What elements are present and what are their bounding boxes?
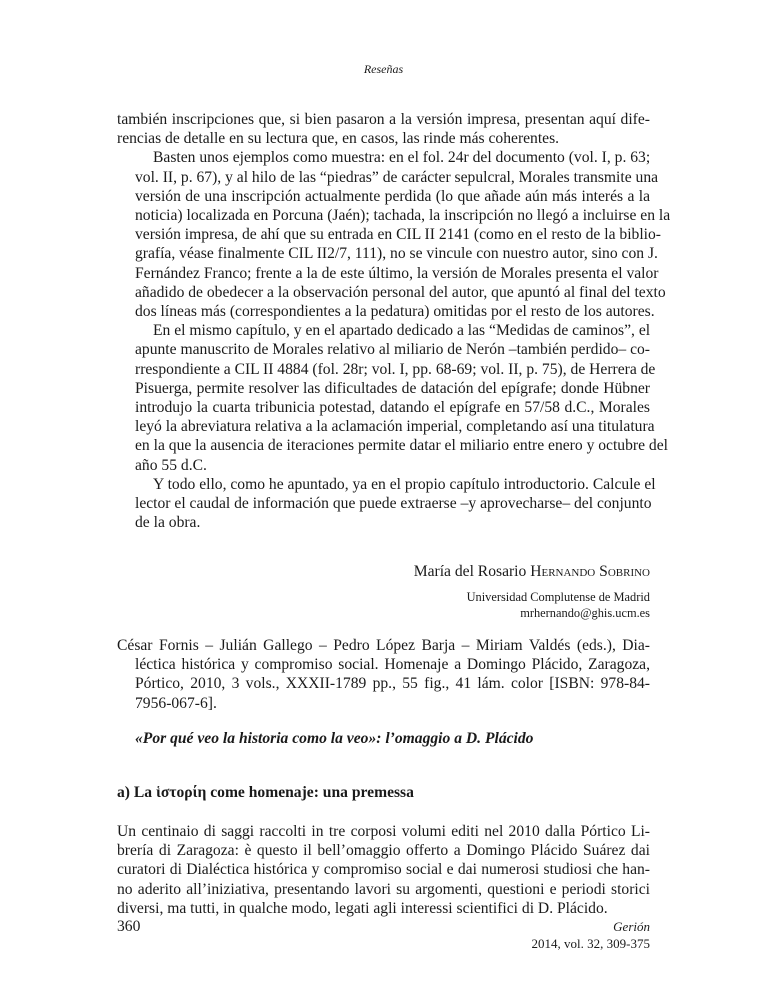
text-line: leyó la abreviatura relativa a la aclamación imperial, completando así una titulatura xyxy=(135,418,655,436)
paragraph-4 xyxy=(117,475,656,533)
text-line: también inscripciones que, si bien pasaron a la versión impresa, presentan aquí dife- xyxy=(117,111,650,128)
section-heading: a) La ἱστορίη come homenaje: una premessa xyxy=(117,784,414,801)
reference-line: Pórtico, 2010, 3 vols., XXXII-1789 pp., 55 fig., 41 lám. color [ISBN: 978-84- xyxy=(135,675,650,693)
text-line: introdujo la cuarta tribunicia potestad, datando el epígrafe en 57/58 d.C., Morales xyxy=(135,399,650,417)
text-line: brería di Zaragoza: è questo il bell’omaggio offerto a Domingo Plácido Suárez dai xyxy=(117,842,650,860)
journal-name: Gerión xyxy=(613,919,650,934)
reviewer-name xyxy=(414,562,650,582)
intro-paragraph xyxy=(117,822,650,918)
text-line: grafía, véase finalmente CIL II2/7, 111), no se vincule con nuestro autor, sino con J. xyxy=(135,245,658,263)
reviewer-affiliation: Universidad Complutense de Madrid xyxy=(466,590,650,604)
page-number: 360 xyxy=(117,918,141,935)
text-line: vol. II, p. 67), y al hilo de las “piedras” de carácter sepulcral, Morales transmite una xyxy=(135,168,659,186)
reference-line: César Fornis – Julián Gallego – Pedro López Barja – Miriam Valdés (eds.), Dia- xyxy=(117,637,650,654)
reviewer-signature xyxy=(414,562,650,621)
reviewer-last-name: Hernando Sobrino xyxy=(530,563,650,580)
text-line: apunte manuscrito de Morales relativo al miliario de Nerón –también perdido– co- xyxy=(135,341,650,359)
text-line: diversi, ma tutti, in qualche modo, legati agli interessi scientifici di D. Plácido. xyxy=(117,899,608,917)
bibliographic-reference xyxy=(117,636,650,713)
text-line: rencias de detalle en su lectura que, en casos, las rinde más coherentes. xyxy=(117,130,560,148)
text-line: curatori di Dialéctica histórica y compromiso social e dai numerosi studiosi che han- xyxy=(117,861,650,879)
paragraph-1 xyxy=(117,110,650,148)
text-line: en la que la ausencia de iteraciones permite datar el miliario entre enero y octubre del xyxy=(135,437,668,455)
text-line: no aderito all’iniziativa, presentando lavori su argomenti, questioni e periodi storici xyxy=(117,880,650,898)
text-line: rrespondiente a CIL II 4884 (fol. 28r; vol. I, pp. 68-69; vol. II, p. 75), de Herrera de xyxy=(135,360,656,378)
journal-issue: 2014, vol. 32, 309-375 xyxy=(531,936,650,951)
text-line: Un centinaio di saggi raccolti in tre corposi volumi editi nel 2010 dalla Pórtico Li- xyxy=(117,823,650,840)
reviewer-email: mrhernando@ghis.ucm.es xyxy=(520,606,650,620)
reference-line: 7956-067-6]. xyxy=(135,694,217,712)
paragraph-3 xyxy=(117,321,668,475)
text-line: Y todo ello, como he apuntado, ya en el propio capítulo introductorio. Calcule el xyxy=(153,475,656,493)
reference-line: léctica histórica y compromiso social. Homenaje a Domingo Plácido, Zaragoza, xyxy=(135,656,650,674)
text-line: Pisuerga, permite resolver las dificultades de datación del epígrafe; donde Hübner xyxy=(135,379,650,397)
text-line: Basten unos ejemplos como muestra: en el fol. 24r del documento (vol. I, p. 63; xyxy=(153,149,651,167)
text-line: versión de una inscripción actualmente perdida (lo que añade aún más interés a la xyxy=(135,187,650,205)
running-head: Reseñas xyxy=(363,62,404,76)
reviewer-first-name: María del Rosario xyxy=(413,563,527,580)
journal-footer xyxy=(532,918,650,952)
text-line: año 55 d.C. xyxy=(135,456,207,474)
text-line: lector el caudal de información que puede extraerse –y aprovecharse– del conjunto xyxy=(135,495,652,513)
text-line: de la obra. xyxy=(135,514,201,532)
text-line: versión impresa, de ahí que su entrada en CIL II 2141 (como en el resto de la biblio- xyxy=(135,226,661,244)
reviewer-affiliation-block xyxy=(414,589,650,621)
review-title: «Por qué veo la historia como la veo»: l’omaggio a D. Plácido xyxy=(135,730,534,747)
text-line: añadido de obedecer a la observación personal del autor, que apuntó al final del texto xyxy=(135,283,666,301)
paragraph-2 xyxy=(117,148,671,321)
text-line: noticia) localizada en Porcuna (Jaén); tachada, la inscripción no llegó a incluirse en la xyxy=(135,207,671,225)
text-line: Fernández Franco; frente a la de este último, la versión de Morales presenta el valor xyxy=(135,264,659,282)
text-line: En el mismo capítulo, y en el apartado dedicado a las “Medidas de caminos”, el xyxy=(153,322,651,340)
text-line: dos líneas más (correspondientes a la pedatura) omitidas por el resto de los autores. xyxy=(135,303,655,321)
review-body xyxy=(117,110,671,532)
